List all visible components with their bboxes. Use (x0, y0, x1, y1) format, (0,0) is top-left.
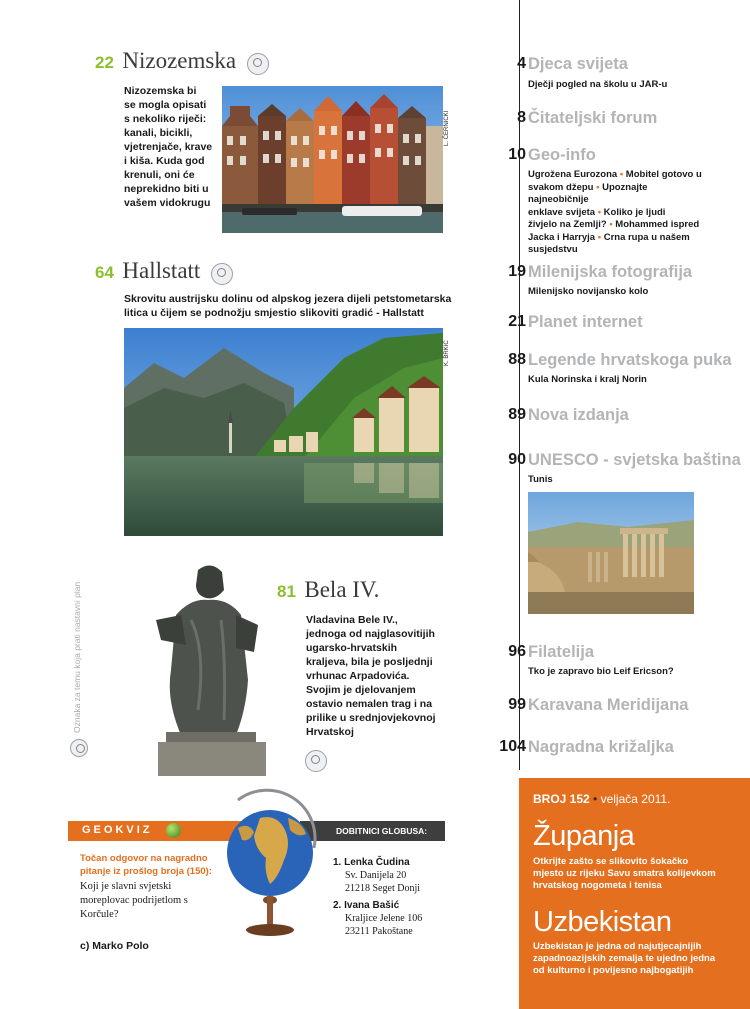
photo-amsterdam-canal-houses (222, 86, 443, 233)
feature-page-number: 64 (95, 263, 114, 282)
curriculum-marker-icon (70, 739, 88, 757)
feature-text-bela: Vladavina Bele IV., jednoga od najglasovitijih ugarsko-hrvatskih kraljeva, bila je posljednji vrhunac Arpadovića. Svojim je djelovanjem ostavio nemalen trag i na prilike u srednjovjekovnoj Hrvatskoj (306, 614, 436, 738)
magnifier-icon[interactable] (211, 263, 233, 285)
winner-entry: 1. Lenka Čudina Sv. Danijela 20 21218 Seget Donji (333, 857, 420, 894)
toc-title: Nagradna križaljka (528, 738, 674, 756)
winner-entry: 2. Ivana Bašić Kraljice Jelene 106 23211 Pakoštane (333, 900, 423, 937)
photo-credit-hallstatt: K. BRKIĆ (444, 340, 450, 366)
feature-page-number: 81 (277, 582, 296, 601)
toc-title: Čitateljski forum (528, 109, 658, 127)
quiz-intro: Točan odgovor na nagradno pitanje iz prošlog broja (150): (80, 853, 212, 877)
toc-title: Legende hrvatskoga puka (528, 351, 732, 369)
toc-title: Karavana Meridijana (528, 696, 689, 714)
toc-title: Planet internet (528, 313, 643, 331)
promo-title[interactable]: Uzbekistan (533, 906, 672, 938)
magnifier-icon[interactable] (247, 53, 269, 75)
feature-heading-hallstatt[interactable] (95, 258, 233, 285)
issue-box (519, 778, 750, 1009)
toc-title: Nova izdanja (528, 406, 629, 424)
quiz-question: Koji je slavni svjetski moreplovac podrijetlom s Korčule? (80, 881, 188, 920)
feature-title: Bela IV. (304, 577, 380, 602)
photo-bela-iv-statue (136, 560, 276, 776)
quiz-answer: c) Marko Polo (80, 940, 149, 952)
photo-credit-nizozemska: L. ČERNICKI (444, 110, 450, 146)
feature-text-nizozemska: Nizozemska bi se mogla opisati s nekoliko riječi: kanali, bicikli, vjetrenjače, krave i kiša. Kuda god krenuli, oni će neprekidno biti u vašem vidokrugu (124, 85, 213, 209)
photo-hallstatt (124, 328, 443, 536)
feature-title: Nizozemska (122, 48, 237, 73)
geokviz-bar: GEOKVIZ (68, 821, 244, 841)
issue-line: BROJ 152 • veljača 2011. (533, 792, 671, 806)
feature-heading-nizozemska[interactable] (95, 48, 269, 75)
feature-page-number: 22 (95, 53, 114, 72)
green-globe-icon (166, 823, 181, 838)
promo-title[interactable]: Županja (533, 820, 635, 852)
toc-title: Djeca svijeta (528, 55, 628, 73)
feature-heading-bela[interactable] (277, 577, 379, 603)
toc-title: Geo-info (528, 146, 596, 164)
toc-subtext: Ugrožena Eurozona • Mobitel gotovo u svakom džepu • Upoznajte najneobičnije enklave svijeta • Koliko je ljudi živjelo na Zemlji? • Mohammed ispred Jacka i Harryja • Crna rupa u našem susjedstvu (528, 169, 702, 255)
promo-text: Otkrijte zašto se slikovito šokačko mjesto uz rijeku Savu smatra kolijevkom hrvatskog nogometa i tenisa (533, 856, 716, 891)
feature-text-hallstatt: Skrovitu austrijsku dolinu od alpskog jezera dijeli petstometarska litica u čijem se podnožju smjestio slikoviti gradić - Hallstatt (124, 293, 452, 319)
magnifier-icon[interactable] (305, 750, 327, 772)
winners-bar: DOBITNICI GLOBUSA: (300, 821, 445, 841)
photo-tunis-ruins (528, 492, 694, 614)
promo-text: Uzbekistan je jedna od najutjecajnijih zapadnoazijskih zemalja te ujedno jedna od kulturno i povijesno najbogatijih (533, 941, 716, 976)
toc-title: Milenijska fotografija (528, 263, 693, 281)
toc-title: UNESCO - svjetska baština (528, 451, 741, 469)
feature-title: Hallstatt (122, 258, 201, 283)
toc-title: Filatelija (528, 643, 595, 661)
side-note: Oznaka za temu koja prati nastavni plan (72, 581, 82, 733)
